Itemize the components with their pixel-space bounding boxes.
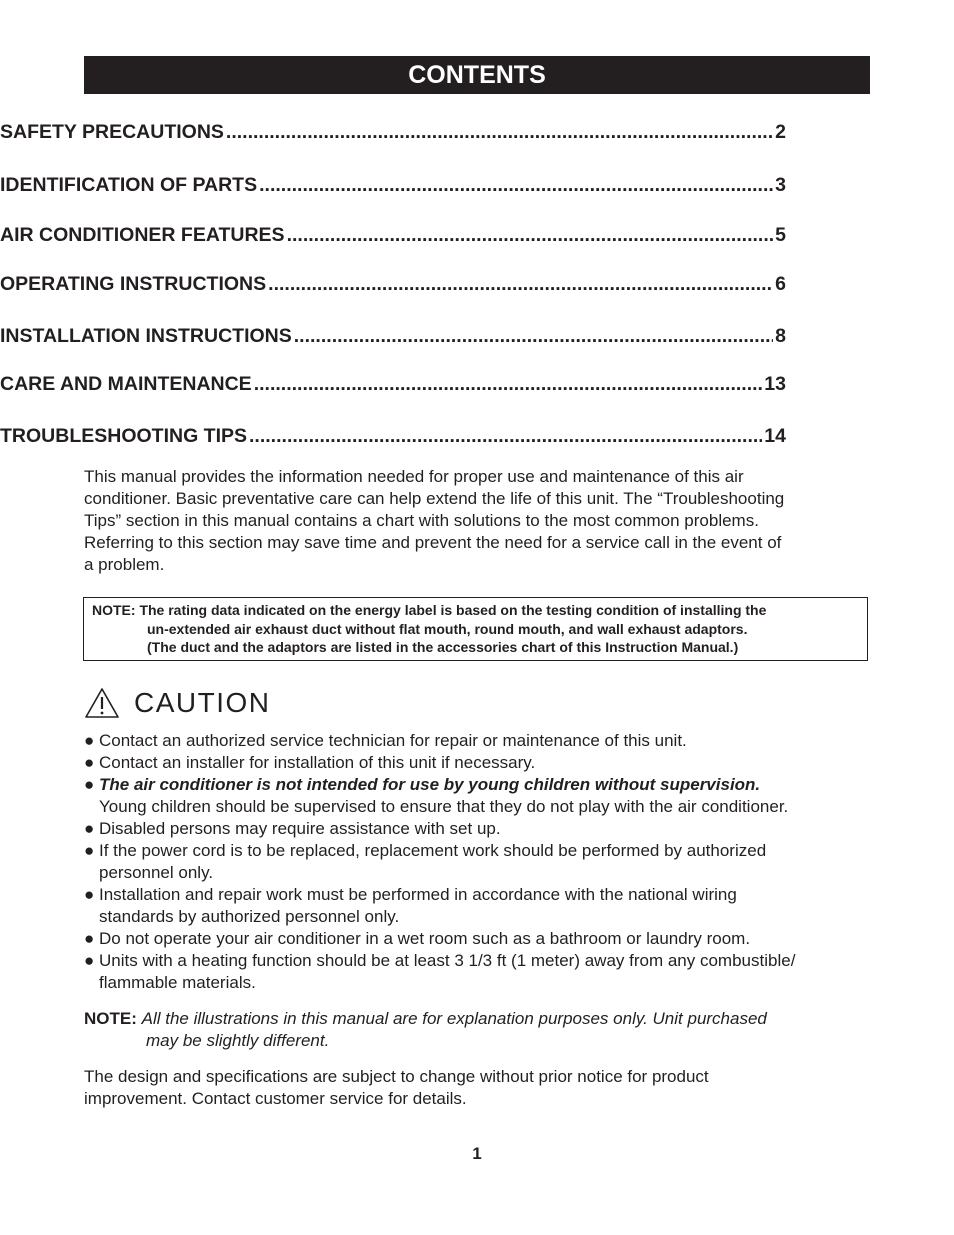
caution-heading	[84, 686, 271, 720]
list-item	[84, 730, 884, 752]
note-label: NOTE:	[84, 1009, 137, 1028]
list-item-text: Units with a heating function should be at least 3 1/3 ft (1 meter) away from any combustible/	[99, 951, 796, 970]
toc-entry-page: 8	[775, 325, 786, 347]
toc-leader-dots	[259, 173, 773, 197]
energy-label-note-box	[83, 597, 868, 661]
list-item	[84, 928, 884, 950]
intro-paragraph	[84, 466, 874, 576]
list-item-text: flammable materials.	[99, 973, 256, 992]
design-line: improvement. Contact customer service for details.	[84, 1089, 467, 1108]
bullet-icon: ●	[84, 929, 95, 948]
intro-line: conditioner. Basic preventative care can help extend the life of this unit. The “Troubleshooting	[84, 489, 785, 508]
toc-entry-page: 13	[764, 373, 786, 395]
contents-title: CONTENTS	[84, 56, 870, 94]
toc-entry-title: SAFETY PRECAUTIONS	[0, 121, 224, 143]
toc-entry-title: AIR CONDITIONER FEATURES	[0, 224, 285, 246]
list-item	[84, 774, 884, 818]
toc-leader-dots	[268, 272, 773, 296]
list-item-text: Contact an authorized service technician for repair or maintenance of this unit.	[99, 731, 687, 750]
bullet-icon: ●	[84, 753, 95, 772]
bullet-icon: ●	[84, 819, 95, 838]
toc-entry-safety-precautions[interactable]	[0, 120, 786, 144]
design-line: The design and specifications are subject to change without prior notice for product	[84, 1067, 709, 1086]
note-box-line: (The duct and the adaptors are listed in the accessories chart of this Instruction Manual.)	[147, 639, 739, 655]
list-item-text: Do not operate your air conditioner in a wet room such as a bathroom or laundry room.	[99, 929, 751, 948]
toc-entry-air-conditioner-features[interactable]	[0, 223, 786, 247]
toc-entry-identification-of-parts[interactable]	[0, 173, 786, 197]
note-text: may be slightly different.	[146, 1031, 330, 1050]
illustration-note	[84, 1008, 864, 1052]
bullet-icon: ●	[84, 775, 95, 794]
intro-line: Tips” section in this manual contains a chart with solutions to the most common problems.	[84, 511, 759, 530]
bullet-icon: ●	[84, 885, 95, 904]
toc-entry-title: CARE AND MAINTENANCE	[0, 373, 252, 395]
list-item-text: personnel only.	[99, 863, 214, 882]
intro-line: Referring to this section may save time and prevent the need for a service call in the event of	[84, 533, 782, 552]
toc-entry-care-and-maintenance[interactable]	[0, 372, 786, 396]
toc-leader-dots	[254, 372, 763, 396]
toc-entry-page: 6	[775, 273, 786, 295]
list-item	[84, 840, 884, 884]
page-number: 1	[472, 1144, 482, 1163]
toc-entry-page: 3	[775, 174, 786, 196]
list-item	[84, 752, 884, 774]
toc-leader-dots	[287, 223, 774, 247]
list-item-text: Disabled persons may require assistance with set up.	[99, 819, 501, 838]
toc-entry-page: 5	[775, 224, 786, 246]
note-box-line: un-extended air exhaust duct without flat mouth, round mouth, and wall exhaust adaptors.	[147, 620, 748, 637]
intro-line: a problem.	[84, 555, 165, 574]
toc-leader-dots	[226, 120, 773, 144]
bullet-icon: ●	[84, 841, 95, 860]
note-box-line: NOTE: The rating data indicated on the energy label is based on the testing condition of installing the	[92, 602, 767, 618]
bullet-icon: ●	[84, 951, 95, 970]
list-item-text: Contact an installer for installation of this unit if necessary.	[99, 753, 536, 772]
caution-list	[84, 730, 884, 994]
list-item-text: If the power cord is to be replaced, replacement work should be performed by authorized	[99, 841, 767, 860]
toc-entry-operating-instructions[interactable]	[0, 272, 786, 296]
note-text: All the illustrations in this manual are for explanation purposes only. Unit purchased	[141, 1009, 767, 1028]
list-item-text: standards by authorized personnel only.	[99, 907, 400, 926]
list-item	[84, 818, 884, 840]
toc-entry-title: INSTALLATION INSTRUCTIONS	[0, 325, 292, 347]
bullet-icon: ●	[84, 731, 95, 750]
toc-leader-dots	[249, 424, 762, 448]
caution-title: CAUTION	[134, 687, 271, 718]
toc-leader-dots	[294, 324, 773, 348]
list-item-emphasis: The air conditioner is not intended for use by young children without supervision.	[99, 775, 761, 794]
toc-entry-title: OPERATING INSTRUCTIONS	[0, 273, 267, 295]
intro-line: This manual provides the information needed for proper use and maintenance of this air	[84, 467, 744, 486]
toc-entry-troubleshooting-tips[interactable]	[0, 424, 786, 448]
list-item-text: Installation and repair work must be performed in accordance with the national wiring	[99, 885, 737, 904]
toc-entry-page: 14	[764, 425, 786, 447]
design-paragraph	[84, 1066, 874, 1110]
list-item-text: Young children should be supervised to ensure that they do not play with the air conditioner.	[99, 797, 789, 816]
warning-triangle-icon	[84, 687, 120, 719]
toc-entry-installation-instructions[interactable]	[0, 324, 786, 348]
list-item	[84, 884, 884, 928]
list-item	[84, 950, 884, 994]
toc-entry-page: 2	[775, 121, 786, 143]
toc-entry-title: IDENTIFICATION OF PARTS	[0, 174, 258, 196]
toc-entry-title: TROUBLESHOOTING TIPS	[0, 425, 248, 447]
